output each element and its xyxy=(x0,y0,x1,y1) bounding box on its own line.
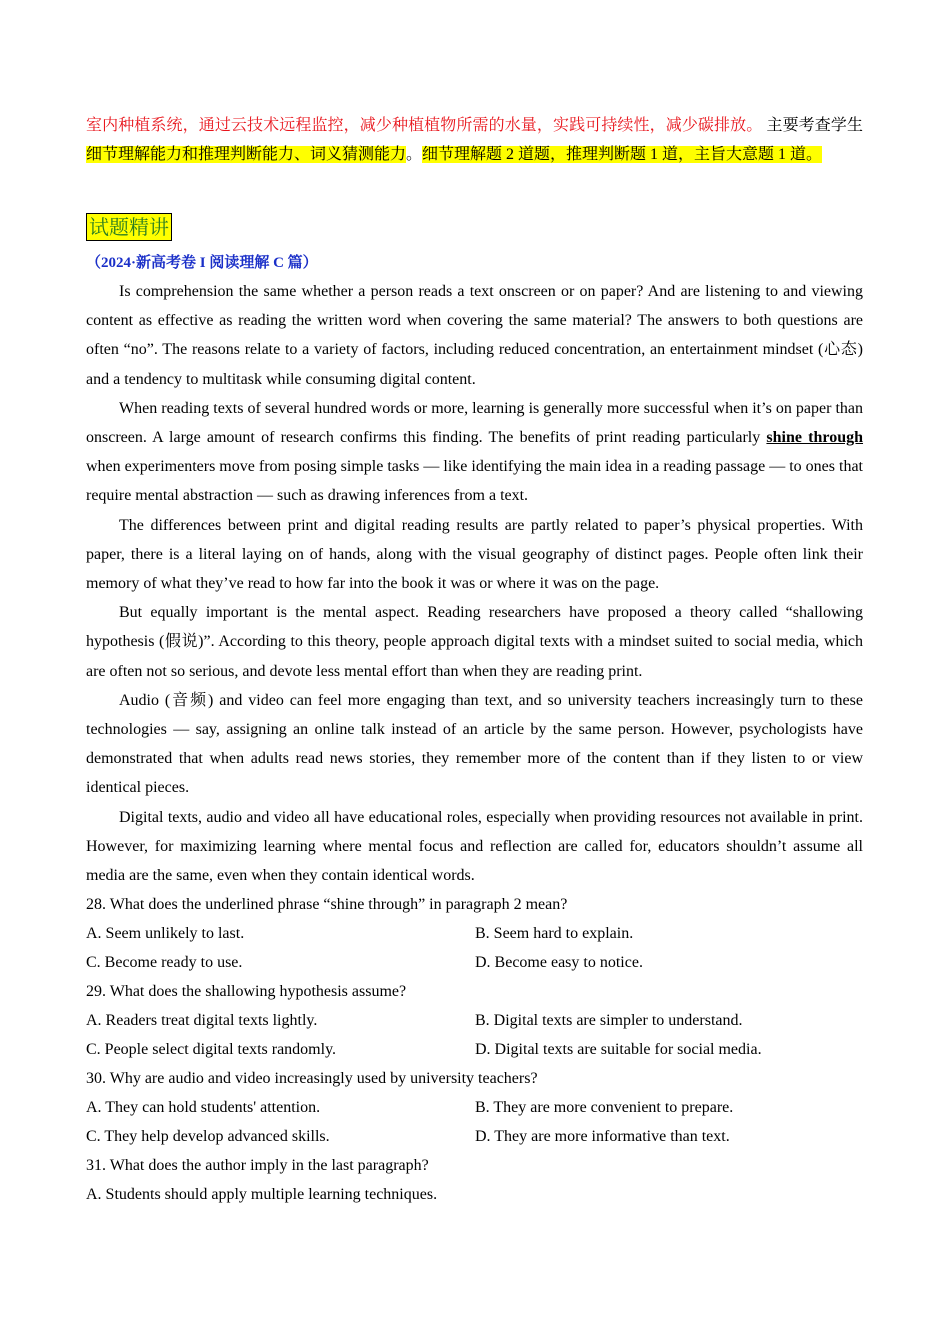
intro-lead-text: 主要考查学生 xyxy=(766,117,863,134)
option-d: D. Digital texts are suitable for social media. xyxy=(475,1041,762,1059)
question-stem: 28. What does the underlined phrase “shine through” in paragraph 2 mean? xyxy=(86,896,568,914)
option-d: D. They are more informative than text. xyxy=(475,1128,730,1146)
section-title: 试题精讲 xyxy=(86,213,172,241)
intro-skills-highlight: 细节理解能力和推理判断能力、词义猜测能力 xyxy=(86,146,407,163)
option-row xyxy=(86,1035,863,1064)
passage xyxy=(86,277,863,890)
question-stem: 30. Why are audio and video increasingly used by university teachers? xyxy=(86,1070,538,1088)
passage-paragraph-2 xyxy=(86,394,863,511)
exam-source: （2024·新高考卷 I 阅读理解 C 篇） xyxy=(86,255,318,271)
question-stem: 29. What does the shallowing hypothesis assume? xyxy=(86,983,407,1001)
option-row xyxy=(86,1122,863,1151)
option-row xyxy=(86,919,863,948)
passage-paragraph-3: The differences between print and digital reading results are partly related to paper’s physical properties. With paper, there is a literal laying on of hands, along with the visual geography of distinct pages. People often link their memory of what they’ve read to how far into the book it was or where it was on the page. xyxy=(86,516,863,593)
option-c: C. They help develop advanced skills. xyxy=(86,1128,330,1146)
intro-separator: 。 xyxy=(406,146,423,163)
passage-paragraph-1: Is comprehension the same whether a person reads a text onscreen or on paper? And are listening to and viewing content as effective as reading the written word when covering the same material? The answers to both questions are often “no”. The reasons relate to a variety of factors, including reduced concentration, an entertainment mindset (心态) and a tendency to multitask while consuming digital content. xyxy=(86,283,863,388)
intro-paragraph xyxy=(86,111,863,169)
document-page xyxy=(86,111,863,1209)
option-row xyxy=(86,1093,863,1122)
option-a: A. They can hold students' attention. xyxy=(86,1099,321,1117)
passage-paragraph-5: Audio (音频) and video can feel more engaging than text, and so university teachers increasingly turn to these technologies — say, assigning an online talk instead of an article by the same person. However, psychologists have demonstrated that when adults read news stories, they remember more of the content than if they listen to or view identical pieces. xyxy=(86,691,863,797)
option-a: A. Seem unlikely to last. xyxy=(86,925,245,943)
question-stem: 31. What does the author imply in the last paragraph? xyxy=(86,1157,429,1175)
paragraph-2-start: When reading texts of several hundred words or more, learning is generally more successful when it’s on paper than onscreen. A large amount of research confirms this finding. The benefits of print reading particularly xyxy=(86,399,863,447)
question-29 xyxy=(86,977,863,1064)
passage-paragraph-4: But equally important is the mental aspect. Reading researchers have proposed a theory called “shallowing hypothesis (假说)”. According to this theory, people approach digital texts with a mindset suited to social media, which are often not so serious, and devote less mental effort than when they are reading print. xyxy=(86,604,863,680)
option-b: B. Digital texts are simpler to understand. xyxy=(475,1012,743,1030)
option-b: B. They are more convenient to prepare. xyxy=(475,1099,734,1117)
question-30 xyxy=(86,1064,863,1151)
question-31 xyxy=(86,1151,863,1209)
option-row xyxy=(86,1006,863,1035)
passage-paragraph-6: Digital texts, audio and video all have educational roles, especially when providing resources not available in print. However, for maximizing learning where mental focus and reflection are called for, educators shouldn’t assume all media are the same, even when they contain identical words. xyxy=(86,808,863,885)
question-28 xyxy=(86,890,863,977)
option-c: C. Become ready to use. xyxy=(86,954,243,972)
option-a: A. Readers treat digital texts lightly. xyxy=(86,1012,318,1030)
option-b: B. Seem hard to explain. xyxy=(475,925,634,943)
underlined-phrase: shine through xyxy=(766,429,864,447)
option-d: D. Become easy to notice. xyxy=(475,954,643,972)
option-c: C. People select digital texts randomly. xyxy=(86,1041,337,1059)
option-row xyxy=(86,948,863,977)
option-a: A. Students should apply multiple learning techniques. xyxy=(86,1186,438,1204)
intro-question-count-highlight: 细节理解题 2 道题，推理判断题 1 道，主旨大意题 1 道。 xyxy=(422,146,823,163)
paragraph-2-end: when experimenters move from posing simple tasks — like identifying the main idea in a reading passage — to ones that require mental abstraction — such as drawing inferences from a text. xyxy=(86,458,863,505)
intro-summary-text: 室内种植系统，通过云技术远程监控，减少种植植物所需的水量，实践可持续性，减少碳排放。 xyxy=(86,117,763,134)
